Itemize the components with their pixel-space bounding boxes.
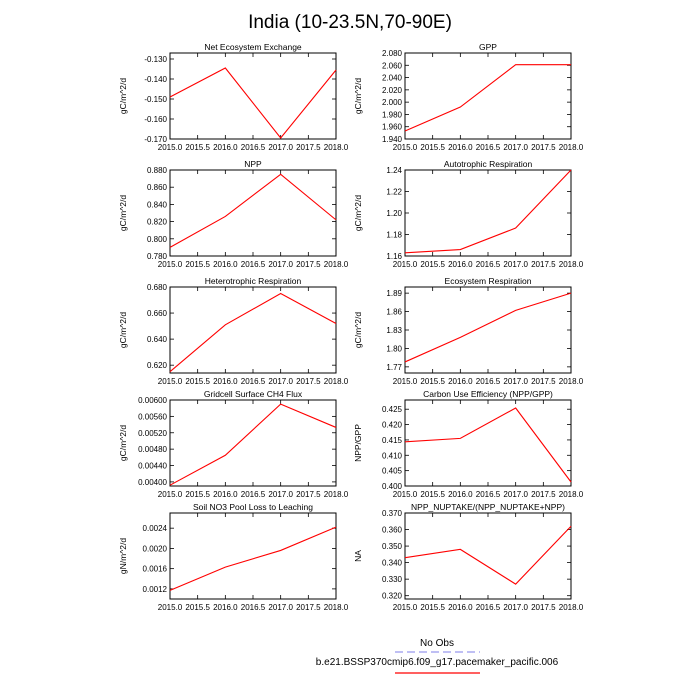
y-tick-label: 1.89 bbox=[386, 289, 402, 299]
y-tick-label: -0.170 bbox=[144, 135, 167, 144]
x-tick-label: 2018.0 bbox=[558, 490, 584, 499]
y-tick-label: -0.130 bbox=[144, 55, 167, 64]
panel-title: NPP bbox=[244, 159, 262, 169]
y-tick-label: 0.640 bbox=[146, 335, 167, 345]
x-tick-label: 2015.0 bbox=[392, 143, 418, 152]
x-tick-label: 2016.5 bbox=[240, 603, 266, 612]
y-tick-label: 0.880 bbox=[146, 166, 167, 175]
x-tick-label: 2016.5 bbox=[240, 490, 266, 499]
y-tick-label: -0.140 bbox=[144, 75, 167, 84]
y-tick-label: 0.360 bbox=[381, 525, 402, 535]
x-tick-label: 2018.0 bbox=[323, 603, 349, 612]
y-tick-label: 2.040 bbox=[381, 73, 402, 83]
y-axis-label: gC/m^2/d bbox=[118, 424, 128, 462]
x-tick-label: 2016.0 bbox=[448, 260, 473, 269]
y-tick-label: 0.840 bbox=[146, 200, 167, 210]
x-tick-label: 2015.0 bbox=[392, 377, 418, 386]
y-axis-label: gC/m^2/d bbox=[118, 77, 128, 115]
panel-title: Gridcell Surface CH4 Flux bbox=[203, 389, 303, 399]
x-tick-label: 2017.5 bbox=[296, 603, 321, 612]
y-tick-label: 1.960 bbox=[381, 122, 402, 132]
y-tick-label: 2.060 bbox=[381, 61, 402, 71]
x-tick-label: 2017.0 bbox=[503, 490, 528, 499]
x-tick-label: 2017.0 bbox=[268, 260, 293, 269]
y-tick-label: 1.980 bbox=[381, 110, 402, 120]
y-tick-label: 0.330 bbox=[381, 575, 402, 585]
x-tick-label: 2016.5 bbox=[240, 260, 266, 269]
x-tick-label: 2017.5 bbox=[296, 490, 321, 499]
y-tick-label: 0.320 bbox=[381, 591, 402, 601]
x-tick-label: 2017.5 bbox=[296, 260, 321, 269]
y-tick-label: 0.0012 bbox=[142, 584, 167, 594]
x-tick-label: 2017.0 bbox=[268, 603, 293, 612]
y-tick-label: 0.405 bbox=[381, 466, 402, 476]
x-tick-label: 2017.5 bbox=[531, 260, 556, 269]
x-tick-label: 2015.0 bbox=[392, 603, 418, 612]
y-tick-label: 0.340 bbox=[381, 558, 402, 568]
x-tick-label: 2016.5 bbox=[475, 260, 501, 269]
x-tick-label: 2016.0 bbox=[213, 377, 238, 386]
x-tick-label: 2015.0 bbox=[157, 143, 183, 152]
y-tick-label: 0.425 bbox=[381, 405, 402, 415]
x-tick-label: 2015.0 bbox=[157, 490, 183, 499]
x-tick-label: 2016.0 bbox=[213, 603, 238, 612]
y-tick-label: 0.00440 bbox=[138, 461, 167, 471]
x-tick-label: 2016.0 bbox=[448, 603, 473, 612]
panel-title: Soil NO3 Pool Loss to Leaching bbox=[192, 502, 314, 512]
x-tick-label: 2018.0 bbox=[323, 490, 349, 499]
x-tick-label: 2015.5 bbox=[185, 490, 210, 499]
y-axis-label: gN/m^2/d bbox=[118, 537, 128, 575]
y-tick-label: 1.20 bbox=[386, 209, 402, 218]
y-tick-label: 0.00400 bbox=[138, 477, 167, 487]
x-tick-label: 2015.0 bbox=[157, 260, 183, 269]
y-tick-label: 0.0016 bbox=[142, 564, 167, 574]
x-tick-label: 2015.5 bbox=[420, 377, 445, 386]
y-tick-label: 0.0020 bbox=[142, 544, 167, 554]
y-tick-label: 0.00600 bbox=[138, 396, 167, 405]
x-tick-label: 2017.0 bbox=[268, 143, 293, 152]
y-tick-label: 1.24 bbox=[386, 166, 402, 175]
x-tick-label: 2016.0 bbox=[448, 377, 473, 386]
y-tick-label: 1.16 bbox=[386, 252, 402, 261]
y-axis-label: NA bbox=[353, 550, 363, 562]
x-tick-label: 2016.0 bbox=[448, 490, 473, 499]
y-tick-label: 0.400 bbox=[381, 482, 402, 491]
y-axis-label: NPP/GPP bbox=[353, 424, 363, 462]
y-tick-label: 1.80 bbox=[386, 344, 402, 354]
x-tick-label: 2016.5 bbox=[475, 377, 501, 386]
x-tick-label: 2017.5 bbox=[531, 490, 556, 499]
x-tick-label: 2016.5 bbox=[475, 490, 501, 499]
y-tick-label: 0.00520 bbox=[138, 428, 167, 438]
x-tick-label: 2015.5 bbox=[420, 490, 445, 499]
y-tick-label: 0.350 bbox=[381, 542, 402, 552]
y-tick-label: 0.860 bbox=[146, 183, 167, 193]
x-tick-label: 2017.5 bbox=[531, 143, 556, 152]
x-tick-label: 2018.0 bbox=[558, 377, 584, 386]
y-axis-label: gC/m^2/d bbox=[353, 311, 363, 349]
x-tick-label: 2015.5 bbox=[420, 143, 445, 152]
x-tick-label: 2015.0 bbox=[157, 603, 183, 612]
x-tick-label: 2015.5 bbox=[185, 143, 210, 152]
y-tick-label: 2.020 bbox=[381, 85, 402, 95]
panel-title: Autotrophic Respiration bbox=[443, 159, 533, 169]
y-tick-label: 0.820 bbox=[146, 217, 167, 227]
y-tick-label: 0.660 bbox=[146, 309, 167, 319]
x-tick-label: 2015.0 bbox=[392, 490, 418, 499]
y-tick-label: 0.800 bbox=[146, 234, 167, 244]
x-tick-label: 2016.0 bbox=[213, 490, 238, 499]
y-tick-label: 0.410 bbox=[381, 451, 402, 461]
panel-title: Heterotrophic Respiration bbox=[204, 276, 302, 286]
x-tick-label: 2016.0 bbox=[213, 143, 238, 152]
x-tick-label: 2017.0 bbox=[268, 490, 293, 499]
y-tick-label: 0.680 bbox=[146, 283, 167, 292]
y-tick-label: 0.00480 bbox=[138, 445, 167, 455]
y-tick-label: 0.0024 bbox=[142, 524, 167, 534]
y-tick-label: 1.86 bbox=[386, 307, 402, 317]
x-tick-label: 2018.0 bbox=[558, 260, 584, 269]
x-tick-label: 2015.0 bbox=[392, 260, 418, 269]
panel-title: Net Ecosystem Exchange bbox=[204, 42, 302, 52]
panel-title: NPP_NUPTAKE/(NPP_NUPTAKE+NPP) bbox=[411, 502, 565, 512]
y-tick-label: 2.080 bbox=[381, 49, 402, 58]
x-tick-label: 2016.5 bbox=[240, 143, 266, 152]
x-tick-label: 2015.5 bbox=[420, 603, 445, 612]
x-tick-label: 2017.0 bbox=[503, 603, 528, 612]
y-tick-label: 1.77 bbox=[386, 362, 402, 372]
y-tick-label: 1.83 bbox=[386, 326, 402, 335]
y-axis-label: gC/m^2/d bbox=[118, 194, 128, 232]
x-tick-label: 2017.0 bbox=[268, 377, 293, 386]
x-tick-label: 2017.5 bbox=[531, 603, 556, 612]
x-tick-label: 2015.0 bbox=[157, 377, 183, 386]
y-tick-label: 0.415 bbox=[381, 435, 402, 445]
x-tick-label: 2018.0 bbox=[558, 603, 584, 612]
x-tick-label: 2018.0 bbox=[323, 377, 349, 386]
x-tick-label: 2017.0 bbox=[503, 260, 528, 269]
y-axis-label: gC/m^2/d bbox=[353, 194, 363, 232]
y-tick-label: -0.150 bbox=[144, 95, 167, 104]
figure-title: India (10-23.5N,70-90E) bbox=[248, 12, 452, 33]
y-axis-label: gC/m^2/d bbox=[353, 77, 363, 115]
y-tick-label: 0.620 bbox=[146, 361, 167, 371]
x-tick-label: 2016.0 bbox=[213, 260, 238, 269]
y-tick-label: 0.420 bbox=[381, 420, 402, 430]
x-tick-label: 2017.0 bbox=[503, 143, 528, 152]
x-tick-label: 2016.0 bbox=[448, 143, 473, 152]
x-tick-label: 2016.5 bbox=[475, 603, 501, 612]
y-tick-label: 1.18 bbox=[386, 230, 402, 240]
x-tick-label: 2018.0 bbox=[558, 143, 584, 152]
panel-title: GPP bbox=[479, 42, 497, 52]
x-tick-label: 2018.0 bbox=[323, 260, 349, 269]
x-tick-label: 2017.0 bbox=[503, 377, 528, 386]
x-tick-label: 2015.5 bbox=[185, 260, 210, 269]
y-tick-label: 1.940 bbox=[381, 135, 402, 144]
y-tick-label: 2.000 bbox=[381, 98, 402, 108]
panel-title: Ecosystem Respiration bbox=[444, 276, 532, 286]
y-tick-label: 0.370 bbox=[381, 509, 402, 518]
y-tick-label: 1.22 bbox=[386, 187, 402, 197]
legend-label-obs: No Obs bbox=[420, 638, 454, 649]
y-tick-label: 0.00560 bbox=[138, 412, 167, 422]
panel-title: Carbon Use Efficiency (NPP/GPP) bbox=[423, 389, 553, 399]
x-tick-label: 2016.5 bbox=[240, 377, 266, 386]
x-tick-label: 2016.5 bbox=[475, 143, 501, 152]
y-tick-label: -0.160 bbox=[144, 115, 167, 124]
x-tick-label: 2015.5 bbox=[185, 377, 210, 386]
x-tick-label: 2015.5 bbox=[420, 260, 445, 269]
y-tick-label: 0.780 bbox=[146, 252, 167, 261]
x-tick-label: 2018.0 bbox=[323, 143, 349, 152]
x-tick-label: 2017.5 bbox=[531, 377, 556, 386]
x-tick-label: 2017.5 bbox=[296, 143, 321, 152]
y-axis-label: gC/m^2/d bbox=[118, 311, 128, 349]
legend-label-model: b.e21.BSSP370cmip6.f09_g17.pacemaker_pacific.006 bbox=[315, 657, 559, 668]
x-tick-label: 2017.5 bbox=[296, 377, 321, 386]
x-tick-label: 2015.5 bbox=[185, 603, 210, 612]
